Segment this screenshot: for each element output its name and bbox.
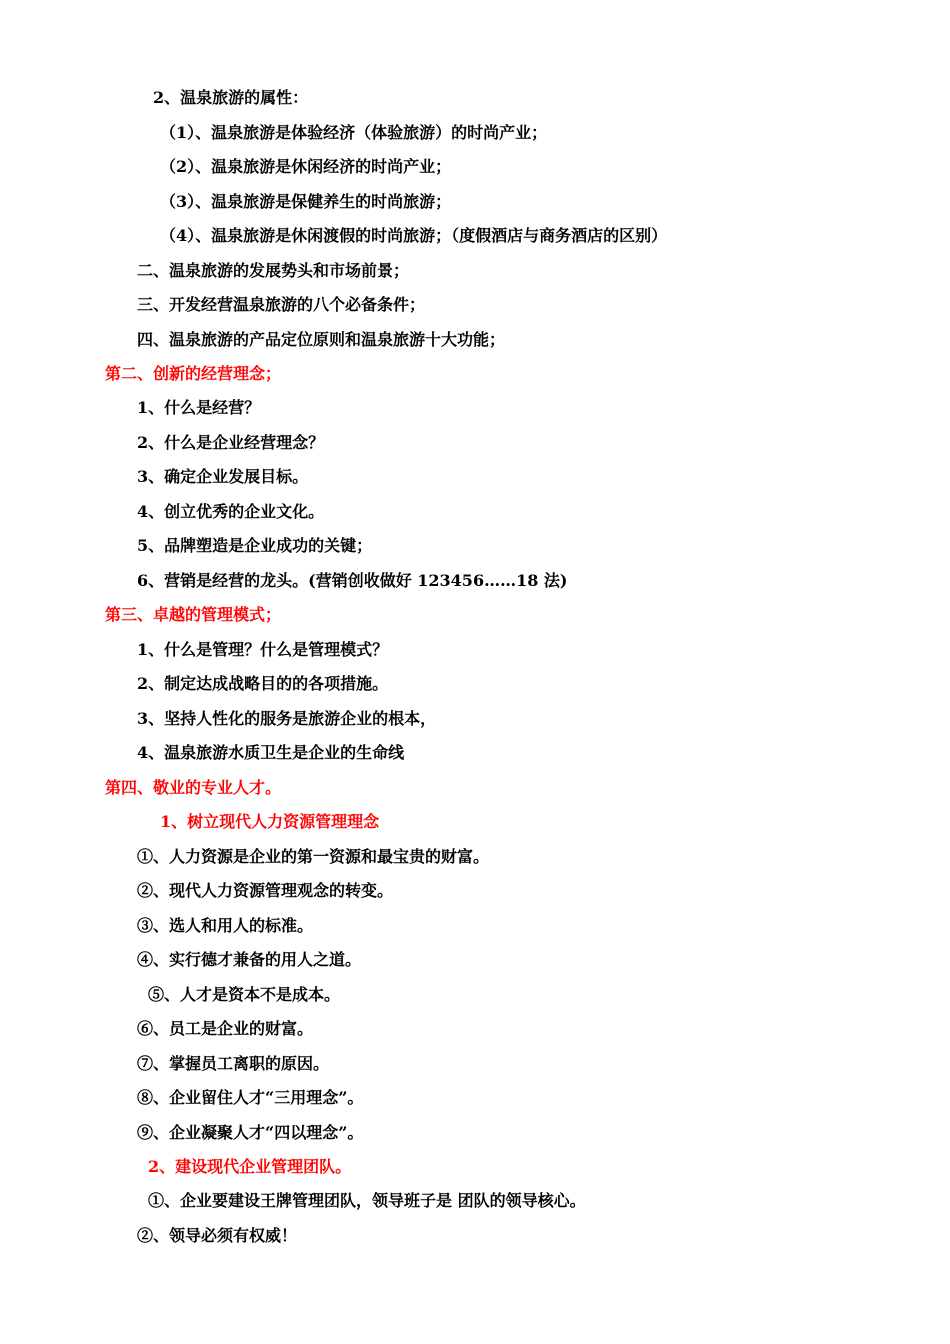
list-item: 5、品牌塑造是企业成功的关键； (137, 536, 373, 555)
section-two-development: 二、温泉旅游的发展势头和市场前景； (137, 261, 410, 280)
list-item: ③、选人和用人的标准。 (137, 916, 314, 935)
list-item: 2、什么是企业经营理念？ (137, 433, 325, 452)
list-item: ②、领导必须有权威！ (137, 1226, 298, 1245)
list-item: 4、温泉旅游水质卫生是企业的生命线 (137, 743, 405, 762)
chapter-4-heading: 第四、敬业的专业人才。 (105, 778, 282, 797)
list-item: 4、创立优秀的企业文化。 (137, 502, 325, 521)
list-item: ⑦、掌握员工离职的原因。 (137, 1054, 330, 1073)
list-item: ⑨、企业凝聚人才“四以理念”。 (137, 1123, 364, 1142)
section-four-positioning: 四、温泉旅游的产品定位原则和温泉旅游十大功能； (137, 330, 506, 349)
section-three-conditions: 三、开发经营温泉旅游的八个必备条件； (137, 295, 426, 314)
list-item: ⑥、员工是企业的财富。 (137, 1019, 314, 1038)
list-item: 3、坚持人性化的服务是旅游企业的根本， (137, 709, 437, 728)
chapter-2-heading: 第二、创新的经营理念； (105, 364, 282, 383)
subsection-1-heading: 1、树立现代人力资源管理理念 (160, 812, 380, 831)
list-item: ④、实行德才兼备的用人之道。 (137, 950, 362, 969)
chapter-3-heading: 第三、卓越的管理模式； (105, 605, 282, 624)
list-item: ①、企业要建设王牌管理团队，领导班子是 团队的领导核心。 (148, 1191, 586, 1210)
list-item: ②、现代人力资源管理观念的转变。 (137, 881, 394, 900)
attribute-item-2: （2）、温泉旅游是休闲经济的时尚产业； (160, 157, 452, 176)
attribute-item-1: （1）、温泉旅游是体验经济（体验旅游）的时尚产业； (160, 123, 548, 142)
attribute-item-3: （3）、温泉旅游是保健养生的时尚旅游； (160, 192, 452, 211)
list-item: 6、营销是经营的龙头。(营销创收做好 123456……18 法) (137, 571, 568, 590)
list-item: ⑧、企业留住人才“三用理念”。 (137, 1088, 364, 1107)
list-item: 3、确定企业发展目标。 (137, 467, 309, 486)
list-item: 1、什么是管理？什么是管理模式？ (137, 640, 389, 659)
section-2-attributes-heading: 2、温泉旅游的属性： (153, 88, 309, 107)
list-item: 2、制定达成战略目的的各项措施。 (137, 674, 389, 693)
list-item: 1、什么是经营？ (137, 398, 261, 417)
list-item: ①、人力资源是企业的第一资源和最宝贵的财富。 (137, 847, 490, 866)
attribute-item-4: （4）、温泉旅游是休闲渡假的时尚旅游；（度假酒店与商务酒店的区别） (160, 226, 668, 245)
list-item: ⑤、人才是资本不是成本。 (148, 985, 341, 1004)
subsection-2-heading: 2、建设现代企业管理团队。 (148, 1157, 352, 1176)
